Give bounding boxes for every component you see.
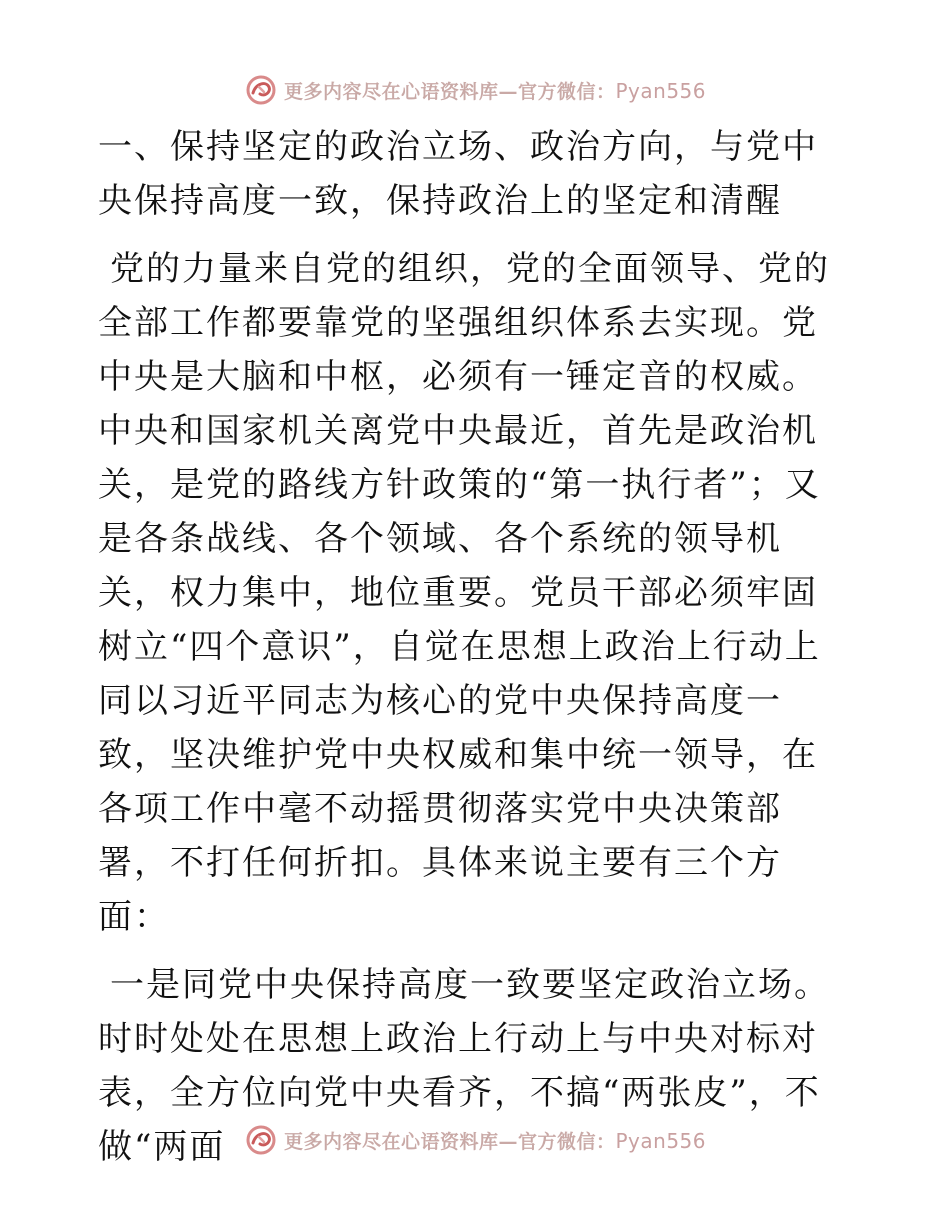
document-body xyxy=(98,120,850,1174)
watermark-text: 更多内容尽在心语资料库—官方微信：Pyan556 xyxy=(283,78,707,103)
section-heading: 一、保持坚定的政治立场、政治方向，与党中央保持高度一致，保持政治上的坚定和清醒 xyxy=(98,127,818,221)
header-watermark xyxy=(0,70,950,110)
swirl-logo-icon xyxy=(244,1123,278,1157)
swirl-logo-icon xyxy=(244,73,278,107)
body-paragraph: 一是同党中央保持高度一致要坚定政治立场。时时处处在思想上政治上行动上与中央对标对表，全方位向党中央看齐，不搞“两张皮”，不做“两面 xyxy=(98,965,830,1167)
body-paragraph: 党的力量来自党的组织，党的全面领导、党的全部工作都要靠党的坚强组织体系去实现。党中央是大脑和中枢，必须有一锤定音的权威。中央和国家机关离党中央最近，首先是政治机关，是党的路线方针政策的“第一执行者”；又是各条战线、各个领域、各个系统的领导机关，权力集中，地位重要。党员干部必须牢固树立“四个意识”，自觉在思想上政治上行动上同以习近平同志为核心的党中央保持高度一致，坚决维护党中央权威和集中统一领导，在各项工作中毫不动摇贯彻落实党中央决策部署，不打任何折扣。具体来说主要有三个方面： xyxy=(98,249,830,937)
watermark-text: 更多内容尽在心语资料库—官方微信：Pyan556 xyxy=(283,1128,707,1153)
footer-watermark xyxy=(0,1120,950,1160)
